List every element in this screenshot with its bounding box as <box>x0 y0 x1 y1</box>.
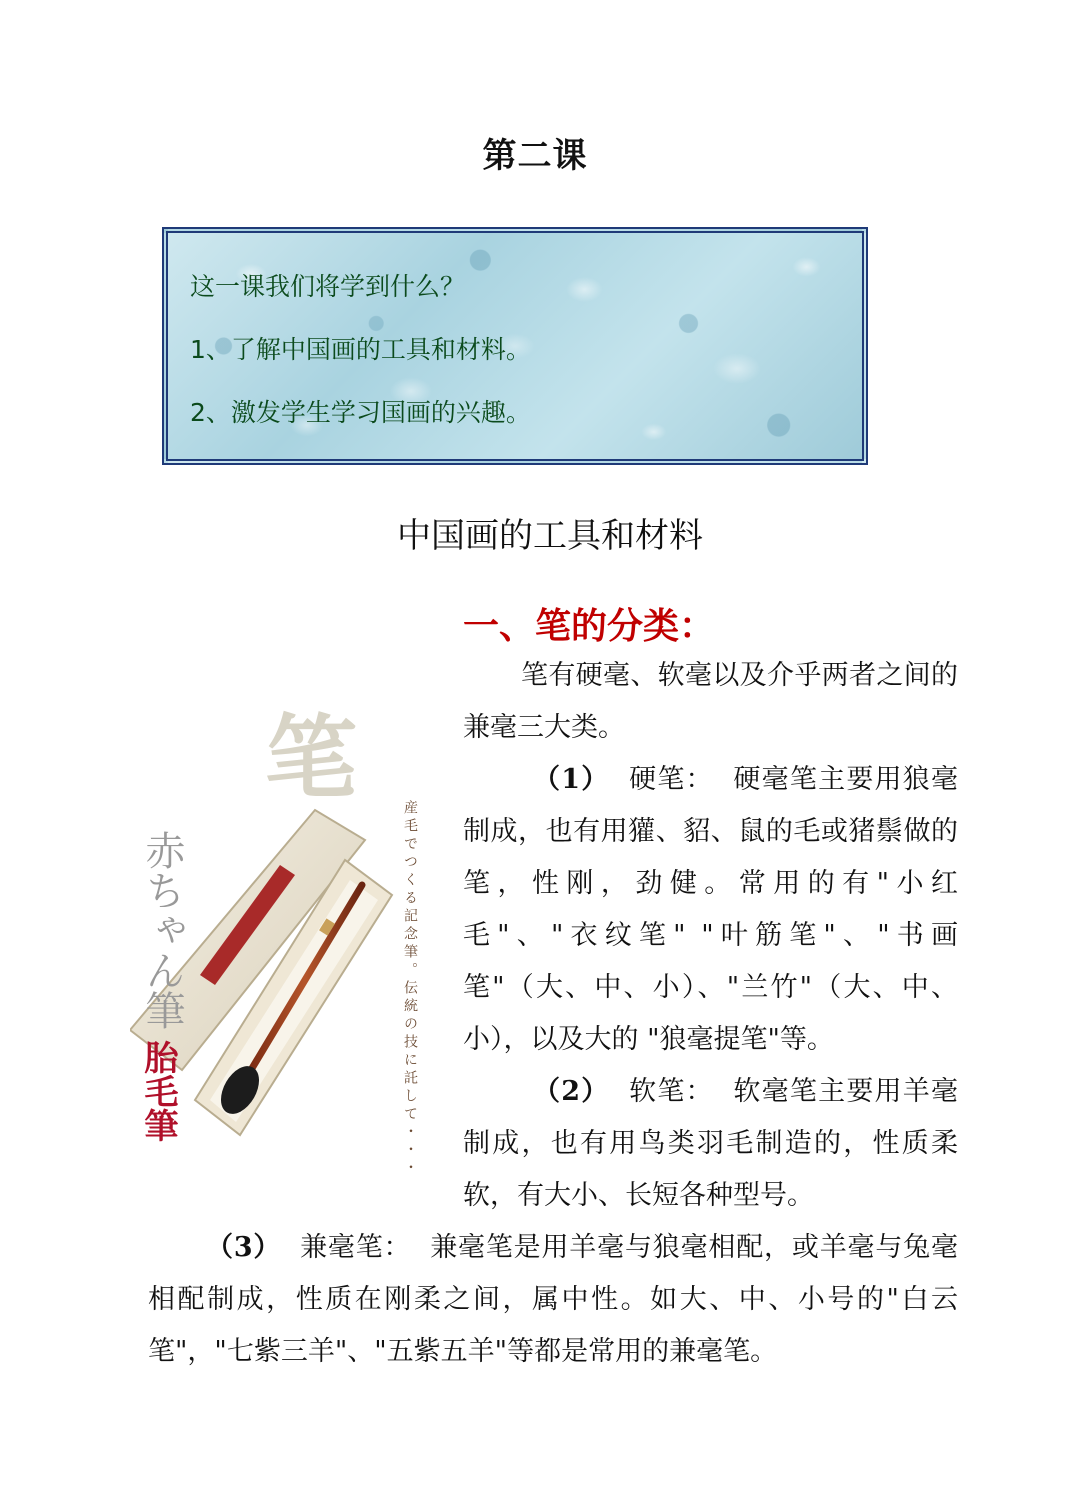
objective-item-1: 1、了解中国画的工具和材料。 <box>190 335 531 364</box>
hard-brush-label: 硬笔： <box>629 764 714 795</box>
brush-box-illustration <box>130 690 430 1170</box>
mixed-brush-number: （3） <box>206 1232 282 1263</box>
soft-brush-label: 软笔： <box>629 1076 714 1107</box>
mixed-brush-paragraph <box>148 1222 958 1378</box>
soft-brush-text: 软毫笔主要用羊毫制成，也有用鸟类羽毛制造的，性质柔软，有大小、长短各种型号。 <box>463 1076 958 1211</box>
mixed-brush-text: 兼毫笔是用羊毫与狼毫相配，或羊毫与兔毫相配制成，性质在刚柔之间，属中性。如大、中、小号的"白云笔"，"七紫三羊"、"五紫五羊"等都是常用的兼毫笔。 <box>148 1232 958 1367</box>
soft-brush-number: （2） <box>533 1076 610 1107</box>
section-title: 中国画的工具和材料 <box>397 516 703 556</box>
soft-brush-paragraph <box>463 1066 958 1222</box>
brush-box-photo <box>130 690 430 1170</box>
big-character: 笔 <box>265 704 358 812</box>
objectives-heading: 这一课我们将学到什么？ <box>190 272 466 301</box>
brush-classification-heading: 一、笔的分类： <box>463 605 716 647</box>
hard-brush-paragraph <box>463 754 958 1066</box>
vertical-product-title: 赤ちゃん筆 <box>139 830 185 1030</box>
mixed-brush-label: 兼毫笔： <box>300 1232 412 1263</box>
objectives-box <box>162 227 868 465</box>
brush-intro: 笔有硬毫、软毫以及介乎两者之间的兼毫三大类。 <box>463 660 958 743</box>
lesson-title: 第二课 <box>482 136 588 176</box>
mixed-brush-paragraph-block <box>148 1222 958 1378</box>
red-product-title: 胎毛筆 <box>138 1040 178 1142</box>
side-caption: 産毛でつくる記念筆。伝統の技に託して・・・ <box>402 800 418 1170</box>
brush-text-column <box>463 650 958 1222</box>
hard-brush-number: （1） <box>533 764 610 795</box>
hard-brush-text: 硬毫笔主要用狼毫制成，也有用獾、貂、鼠的毛或猪鬃做的笔，性刚，劲健。常用的有"小红毛"、"衣纹笔" "叶筋笔"、"书画笔"（大、中、小）、"兰竹"（大、中、小），以及大的 "狼毫提笔"等。 <box>463 764 958 1055</box>
objective-item-2: 2、激发学生学习国画的兴趣。 <box>190 398 531 427</box>
